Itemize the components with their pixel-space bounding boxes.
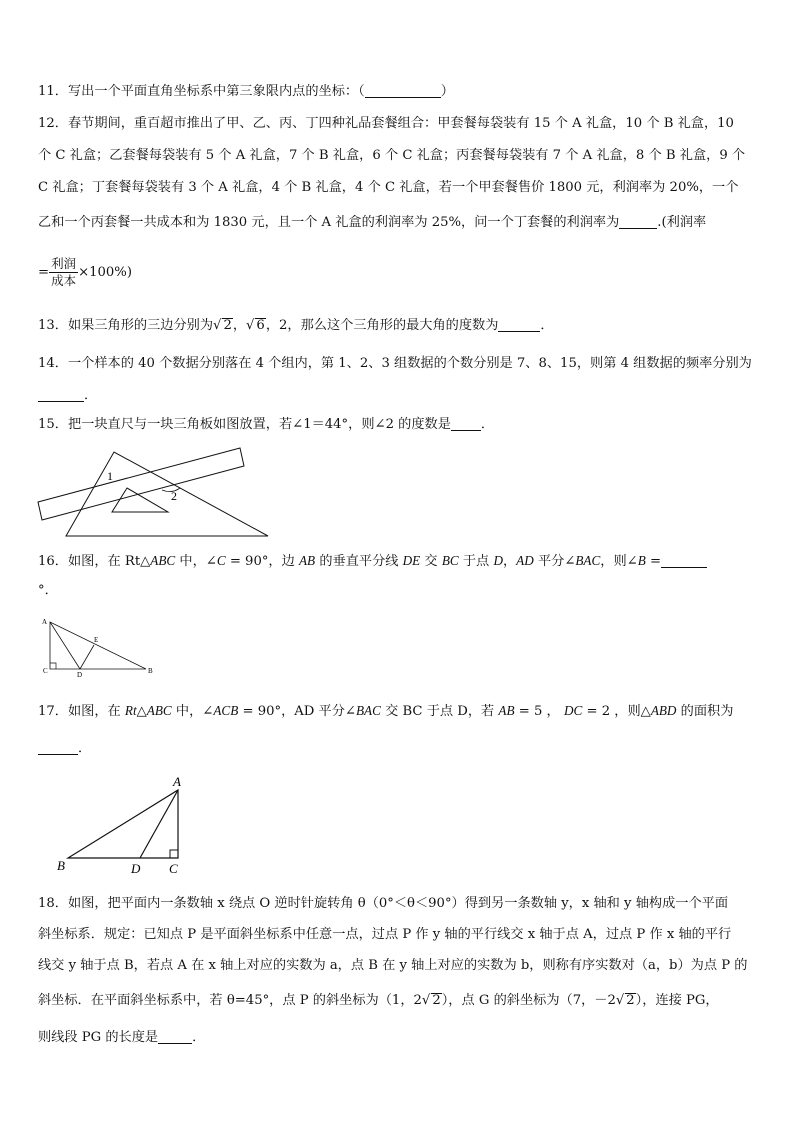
q18-radicand-2: 2 (626, 993, 635, 1008)
label-a: A (173, 774, 181, 789)
q16-pre: 16．如图，在 Rt△ (38, 554, 151, 569)
profit-rate-fraction (49, 256, 78, 289)
label-c: C (169, 861, 178, 876)
question-18-line-4 (38, 986, 768, 1016)
sqrt-symbol: √ (213, 318, 222, 333)
triangle-abc-figure-16 (36, 614, 156, 679)
question-12-line-2: 个 C 礼盒；乙套餐每袋装有 5 个 A 礼盒，7 个 B 礼盒，6 个 C 礼盒；丙套餐每袋装有 7 个 A 礼盒，8 个 B 礼盒，9 个 (38, 148, 746, 163)
question-18-line-5 (38, 1023, 768, 1053)
q16-ab: AB (299, 553, 316, 568)
q18-end: ． (192, 1030, 206, 1045)
q17-acb: ACB (213, 703, 239, 718)
right-angle-mark (50, 663, 56, 669)
q17-answer-blank[interactable] (38, 740, 78, 755)
label-a: A (42, 618, 48, 626)
ruler (38, 448, 244, 520)
q17-rt: Rt (124, 703, 137, 718)
label-d: D (131, 861, 141, 876)
q11-text: 11．写出一个平面直角坐标系中第三象限内点的坐标：（ (38, 84, 365, 99)
triangle-abc-figure-17 (54, 772, 184, 876)
q17-mid6: 的面积为 (676, 704, 734, 719)
q18-radicand-1: 2 (432, 993, 441, 1008)
q14-answer-blank[interactable] (38, 387, 84, 402)
q17-mid2: = 90°，AD 平分∠ (238, 704, 356, 719)
question-14-line-1: 14．一个样本的 40 个数据分别落在 4 个组内，第 1、2、3 组数据的个数分别是 7、8、15，则第 4 组数据的频率分别为 (38, 356, 752, 371)
question-11 (38, 77, 768, 107)
label-b: B (57, 858, 65, 873)
q13-sep1: ， (232, 318, 247, 333)
q16-de: DE (402, 553, 421, 568)
ruler-triangle-figure (34, 440, 246, 540)
q17-dc: DC (563, 703, 583, 718)
q17-mid1: 中，∠ (171, 704, 214, 719)
fraction-numerator: 利润 (51, 256, 77, 271)
question-18-line-1: 18．如图，把平面内一条数轴 x 绕点 O 逆时针旋转角 θ（0°＜θ＜90°）得到另一条数轴 y，x 轴和 y 轴构成一个平面 (38, 896, 729, 911)
right-angle-mark (170, 850, 178, 858)
q15-text: 15．把一块直尺与一块三角板如图放置，若∠1＝44°，则∠2 的度数是 (38, 417, 451, 432)
q13-answer-blank[interactable] (498, 317, 540, 332)
segment-ad (140, 790, 178, 858)
angle-1-label: 1 (107, 469, 113, 483)
question-17-line-2 (38, 734, 768, 764)
question-14-line-2 (38, 381, 768, 411)
q17-end: ． (78, 741, 92, 756)
q13-end: ． (540, 318, 554, 333)
q13-radicand-2: 6 (256, 318, 265, 333)
q16-mid1: 中，∠ (175, 554, 217, 569)
q16-mid5: 于点 (458, 554, 494, 569)
q18-answer-blank[interactable] (158, 1029, 192, 1044)
question-12-line-1: 12．春节期间，重百超市推出了甲、乙、丙、丁四种礼品套餐组合：甲套餐每袋装有 15 个 A 礼盒，10 个 B 礼盒，10 (38, 116, 734, 131)
question-15 (38, 410, 768, 440)
q16-mid7: 平分∠ (533, 554, 576, 569)
question-18-line-2: 斜坐标系．规定：已知点 P 是平面斜坐标系中任意一点，过点 P 作 y 轴的平行线交 x 轴于点 A，过点 P 作 x 轴的平行 (38, 927, 732, 942)
question-18-line-3: 线交 y 轴于点 B，若点 A 在 x 轴上对应的实数为 a，点 B 在 y 轴上对应的实数为 b，则称有序实数对（a，b）为点 P 的 (38, 958, 748, 973)
q16-d: D (493, 553, 503, 568)
label-b: B (148, 667, 153, 675)
q18-line4-end: ），连接 PG， (635, 993, 719, 1008)
label-e: E (94, 636, 99, 644)
q17-mid4: = 5 ， (514, 704, 564, 719)
q16-bc: BC (441, 553, 459, 568)
label-d: D (77, 671, 83, 679)
question-17-line-1 (38, 696, 768, 727)
q16-c: C (216, 553, 226, 568)
q17-mid5: = 2 ，则△ (582, 704, 651, 719)
q17-bac: BAC (355, 703, 381, 718)
q16-abc: ABC (150, 553, 176, 568)
q16-answer-blank[interactable] (661, 553, 707, 568)
label-c: C (43, 667, 48, 675)
q13-radicand-1: 2 (223, 318, 232, 333)
q12-answer-blank[interactable] (619, 214, 657, 229)
question-12-line-4 (38, 208, 768, 238)
sqrt-symbol: √ (615, 993, 625, 1008)
q11-close: ） (440, 84, 454, 99)
q15-answer-blank[interactable] (451, 416, 481, 431)
q18-line4-mid: ），点 G 的斜坐标为（7，－2 (441, 993, 616, 1008)
q12-line4-text: 乙和一个丙套餐一共成本和为 1830 元，且一个 A 礼盒的利润率为 25%，问一个丁套餐的利润率为 (38, 215, 620, 230)
q16-mid2: = 90°，边 (225, 554, 299, 569)
sqrt-symbol: √ (421, 993, 431, 1008)
sqrt-symbol: √ (246, 318, 255, 333)
q17-tri: △ABC (136, 703, 172, 718)
q13-pre: 13．如果三角形的三边分别为 (38, 318, 214, 333)
q14-end: ． (84, 388, 98, 403)
question-16-line-2: °． (38, 583, 58, 598)
q16-mid4: 交 (420, 554, 442, 569)
q18-line4-pre: 斜坐标．在平面斜坐标系中，若 θ=45°，点 P 的斜坐标为（1，2 (38, 993, 422, 1008)
triangle-abc (68, 790, 178, 858)
segment-de (80, 645, 94, 669)
q12-line4-end: .(利润率 (657, 215, 707, 230)
q15-end: ． (480, 417, 495, 432)
q11-answer-blank[interactable] (365, 83, 441, 98)
q16-bac: BAC (575, 553, 601, 568)
q17-ab: AB (498, 703, 515, 718)
question-13 (38, 311, 768, 341)
q13-sep2: ，2，那么这个三角形的最大角的度数为 (265, 318, 499, 333)
q17-abd: ABD (650, 703, 677, 718)
q12-tail: ×100%) (78, 265, 132, 280)
question-12-formula (38, 254, 768, 292)
q17-mid3: 交 BC 于点 D，若 (380, 704, 499, 719)
q16-b: B (637, 553, 646, 568)
question-16-line-1 (38, 546, 768, 577)
q16-mid3: 的垂直平分线 (315, 554, 403, 569)
q16-mid8: ，则∠ (600, 554, 638, 569)
q16-mid6: ， (502, 554, 517, 569)
angle-2-label: 2 (171, 489, 177, 503)
q18-line5: 则线段 PG 的长度是 (38, 1030, 159, 1045)
q16-ad: AD (516, 553, 534, 568)
q16-mid9: = (645, 554, 662, 569)
triangle-abc (50, 622, 146, 669)
question-12-line-3: C 礼盒；丁套餐每袋装有 3 个 A 礼盒，4 个 B 礼盒，4 个 C 礼盒，若一个甲套餐售价 1800 元，利润率为 20%，一个 (38, 180, 739, 195)
q17-pre: 17．如图，在 (38, 704, 125, 719)
fraction-denominator: 成本 (51, 273, 77, 288)
q12-eq: = (38, 265, 50, 280)
